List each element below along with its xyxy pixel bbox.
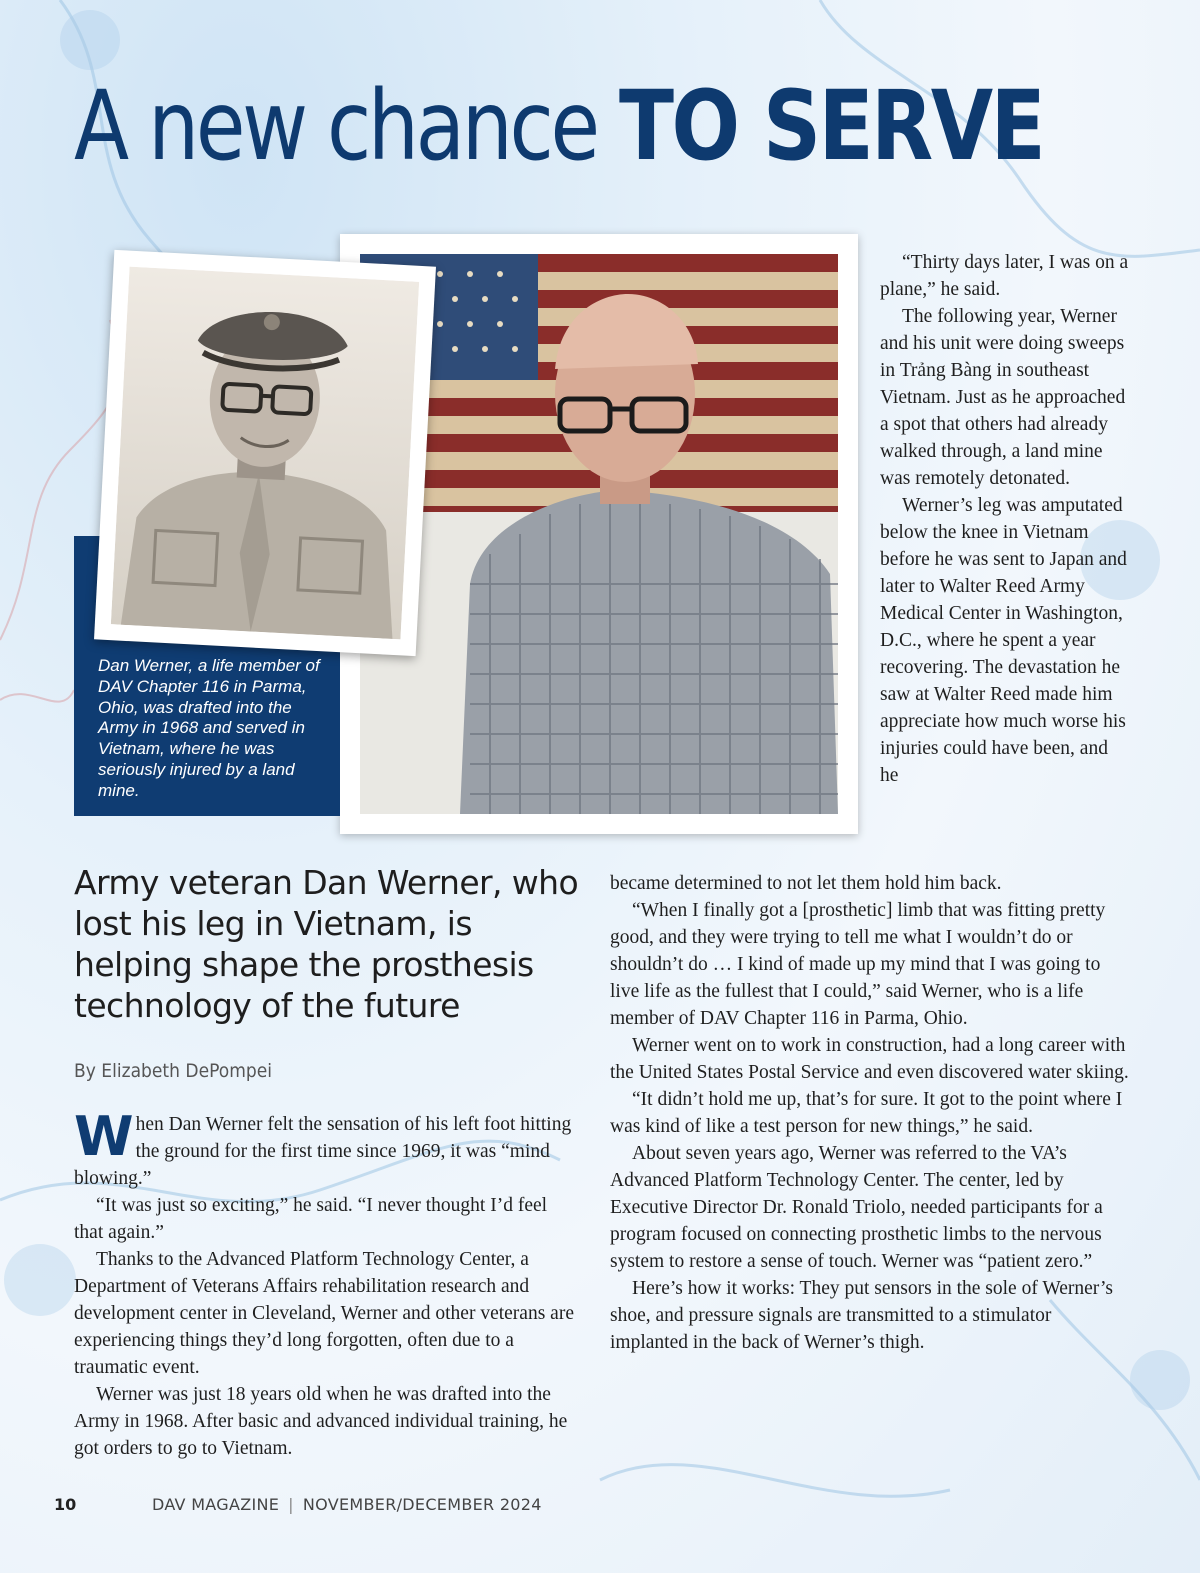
headline-light: A new chance	[74, 70, 619, 182]
article-paragraph: Werner was just 18 years old when he was drafted into the Army in 1968. After basic and advanced individual training, he got orders to go to Vietnam.	[74, 1384, 568, 1459]
article-column-left	[74, 1105, 574, 1462]
article-paragraph: About seven years ago, Werner was referred to the VA’s Advanced Platform Technology Center. The center, led by Executive Director Dr. Ronald Triolo, needed participants for a program focused on connecting prosthetic limbs to the nervous system to restore a sense of touch. Werner was “patient zero.”	[610, 1143, 1103, 1272]
vintage-army-portrait-image	[111, 267, 419, 640]
article-paragraph: “When I finally got a [prosthetic] limb that was fitting pretty good, and they were trying to tell me what I wouldn’t do or shouldn’t do … I kind of made up my mind that I was going to live life as the fullest that I could,” said Werner, who is a life member of DAV Chapter 116 in Parma, Ohio.	[610, 900, 1106, 1029]
drop-cap: W	[74, 1105, 134, 1168]
photo-caption: Dan Werner, a life member of DAV Chapter 116 in Parma, Ohio, was drafted into the Army in 1968 and served in Vietnam, where he was seriously injured by a land mine.	[98, 656, 320, 800]
magazine-issue-line	[152, 1495, 542, 1514]
footer-separator: |	[288, 1495, 294, 1514]
issue-date: NOVEMBER/DECEMBER 2024	[302, 1495, 542, 1514]
article-paragraph: Here’s how it works: They put sensors in the sole of Werner’s shoe, and pressure signals are transmitted to a stimulator implanted in the back of Werner’s thigh.	[610, 1278, 1113, 1353]
byline: By Elizabeth DePompei	[74, 1060, 273, 1082]
article-paragraph: Werner’s leg was amputated below the knee in Vietnam before he was sent to Japan and later to Walter Reed Army Medical Center in Washington, D.C., where he spent a year recovering. The devastation he saw at Walter Reed made him appreciate how much worse his injuries could have been, and he	[880, 495, 1127, 786]
article-column-right	[610, 870, 1130, 1356]
article-paragraph: Werner went on to work in construction, had a long career with the United States Postal Service and even discovered water skiing.	[610, 1035, 1129, 1083]
magazine-name: DAV MAGAZINE	[152, 1495, 280, 1514]
article-paragraph: became determined to not let them hold him back.	[610, 873, 1002, 894]
article-paragraph: Thanks to the Advanced Platform Technology Center, a Department of Veterans Affairs rehabilitation research and development center in Cleveland, Werner and other veterans are experiencing things they’d long forgotten, often due to a traumatic event.	[74, 1249, 574, 1378]
headline-bold: TO SERVE	[618, 70, 1044, 182]
article-deck: Army veteran Dan Werner, who lost his leg in Vietnam, is helping shape the prosthesis technology of the future	[74, 863, 579, 1025]
article-paragraph: “Thirty days later, I was on a plane,” he said.	[880, 252, 1129, 300]
page-footer	[54, 1495, 542, 1514]
article-paragraph: The following year, Werner and his unit were doing sweeps in Trảng Bàng in southeast Vietnam. Just as he approached a spot that others had already walked through, a land mine was remotely detonated.	[880, 306, 1126, 489]
article-column-right-upper	[880, 249, 1130, 789]
photo-young-werner-army	[94, 250, 436, 656]
article-paragraph: “It was just so exciting,” he said. “I never thought I’d feel that again.”	[74, 1195, 548, 1243]
page-number: 10	[54, 1495, 77, 1514]
article-paragraph: When Dan Werner felt the sensation of his left foot hitting the ground for the first time since 1969, it was “mind blowing.”	[74, 1105, 572, 1189]
article-headline	[74, 70, 1044, 182]
article-paragraph: “It didn’t hold me up, that’s for sure. It got to the point where I was kind of like a test person for new things,” he said.	[610, 1089, 1123, 1137]
